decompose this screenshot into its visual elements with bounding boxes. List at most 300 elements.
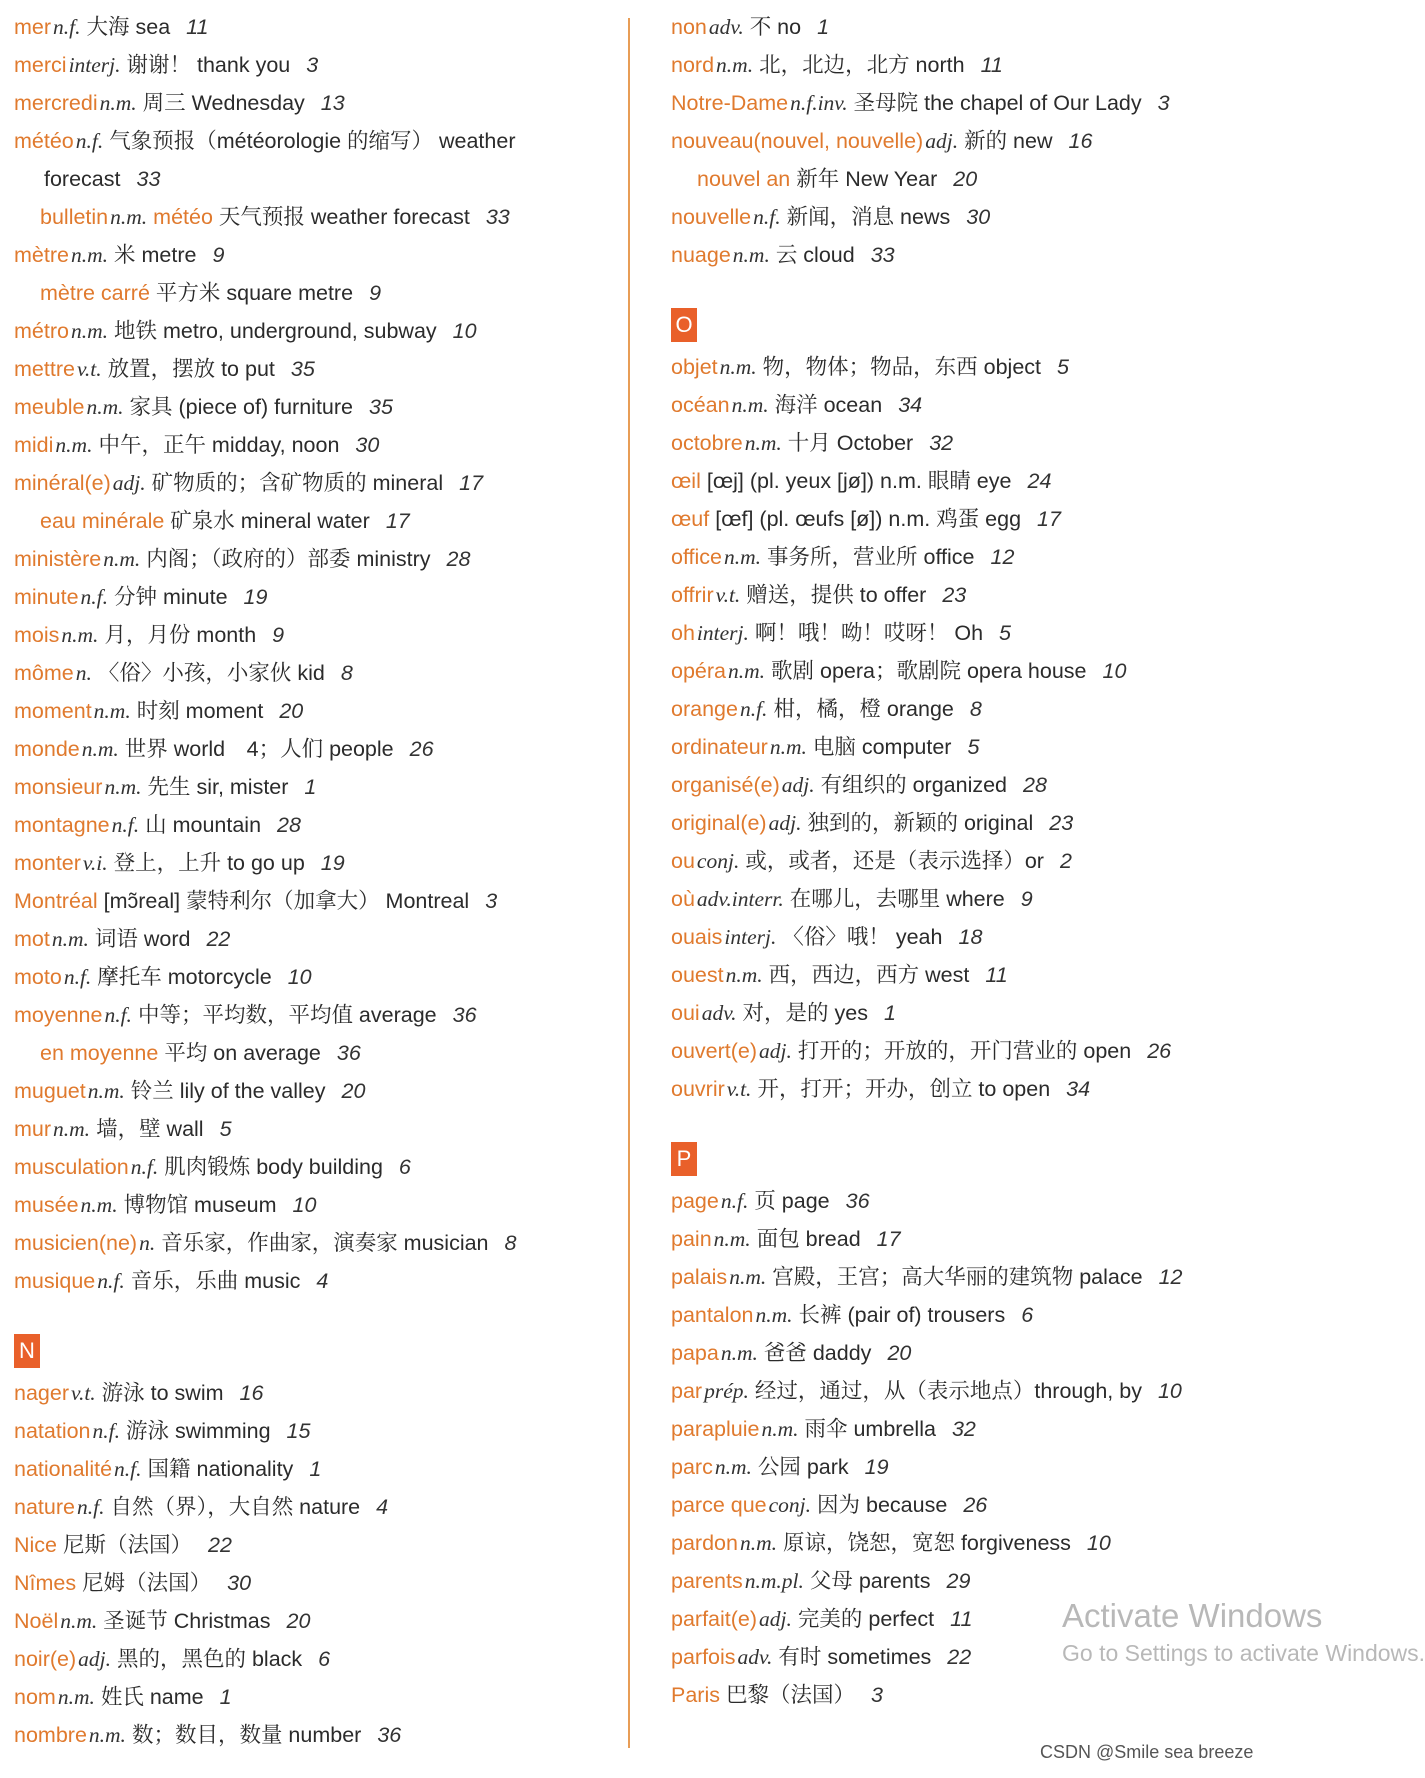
dictionary-entry (671, 1562, 1283, 1600)
definition: 面包 bread (756, 1227, 861, 1251)
definition: 父母 parents (809, 1569, 931, 1593)
page-number: 30 (966, 205, 991, 229)
part-of-speech: adj. (112, 471, 146, 495)
page-number: 1 (304, 775, 317, 799)
headword: mètre (14, 243, 69, 267)
dictionary-entry (671, 1524, 1283, 1562)
headword: nom (14, 1685, 56, 1709)
page-number: 33 (136, 167, 161, 191)
part-of-speech: n.m. (731, 393, 769, 417)
definition: 登上，上升 to go up (113, 851, 305, 875)
part-of-speech: adj. (781, 773, 815, 797)
headword: mer (14, 15, 52, 39)
page-number: 19 (243, 585, 268, 609)
part-of-speech: conj. (696, 849, 740, 873)
definition: 平方米 square metre (155, 281, 354, 305)
entries-n-right (671, 8, 1283, 274)
definition: 家具 (piece of) furniture (129, 395, 353, 419)
definition: 不 no (749, 15, 802, 39)
dictionary-entry (671, 1182, 1283, 1220)
page-number: 36 (377, 1723, 402, 1747)
page-number: 10 (1086, 1531, 1111, 1555)
definition: 黑的，黑色的 black (117, 1647, 303, 1671)
dictionary-entry (14, 1564, 614, 1602)
headword: Paris (671, 1683, 720, 1707)
page-number: 28 (277, 813, 301, 837)
headword: bulletin (40, 205, 109, 229)
definition: 音乐家，作曲家，演奏家 musician (161, 1231, 489, 1255)
part-of-speech: n.m. (725, 963, 763, 987)
dictionary-entry (671, 424, 1283, 462)
page-number: 20 (953, 167, 978, 191)
dictionary-entry (14, 1678, 614, 1716)
headword: mois (14, 623, 60, 647)
part-of-speech: n.f. (104, 1003, 132, 1027)
headword: musique (14, 1269, 96, 1293)
dictionary-entry (671, 918, 1283, 956)
page-number: 11 (985, 963, 1008, 987)
dictionary-entry (671, 386, 1283, 424)
page-number: 20 (279, 699, 304, 723)
part-of-speech: v.t. (715, 583, 741, 607)
dictionary-entry (14, 388, 614, 426)
part-of-speech: n.m. (716, 53, 754, 77)
dictionary-entry (14, 8, 614, 46)
part-of-speech: n.f. (753, 205, 781, 229)
definition: 新的 new (964, 129, 1053, 153)
part-of-speech: adv. (737, 1645, 773, 1669)
part-of-speech: adj. (78, 1647, 111, 1671)
page-number: 33 (485, 205, 510, 229)
headword: météo (14, 129, 74, 153)
page-number: 11 (950, 1607, 973, 1631)
part-of-speech: n.m. (87, 1079, 125, 1103)
part-of-speech: n.f. (63, 965, 92, 989)
part-of-speech: interj. (68, 53, 121, 77)
part-of-speech: n.m. (53, 1117, 91, 1141)
page-number: 3 (870, 1683, 883, 1707)
headword: Nîmes (14, 1571, 77, 1595)
headword: ou (671, 849, 695, 873)
headword: merci (14, 53, 67, 77)
definition: 分钟 minute (114, 585, 228, 609)
headword: musée (14, 1193, 79, 1217)
headword-secondary: météo (153, 205, 213, 229)
right-column (671, 8, 1425, 1714)
part-of-speech: n.f. (75, 129, 104, 153)
headword: ministère (14, 547, 102, 571)
entries-n-left (14, 1374, 614, 1754)
dictionary-entry (671, 690, 1283, 728)
page-number: 6 (398, 1155, 411, 1179)
definition: [mɔ̃real] 蒙特利尔（加拿大） Montreal (103, 889, 470, 913)
definition: 平均 on average (164, 1041, 321, 1065)
page-number: 6 (1021, 1303, 1034, 1327)
dictionary-entry (14, 616, 614, 654)
dictionary-entry (14, 1602, 614, 1640)
headword: parc (671, 1455, 713, 1479)
dictionary-entry (671, 652, 1283, 690)
dictionary-entry (14, 312, 614, 350)
page-number: 10 (292, 1193, 317, 1217)
dictionary-entry (14, 122, 614, 198)
dictionary-entry (14, 236, 614, 274)
dictionary-entry (14, 198, 614, 236)
part-of-speech: interj. (696, 621, 749, 645)
part-of-speech: n.m. (713, 1227, 751, 1251)
definition: 公园 park (757, 1455, 849, 1479)
dictionary-entry (14, 844, 614, 882)
part-of-speech: n.m. (80, 1193, 118, 1217)
dictionary-entry (14, 996, 614, 1034)
page-number: 10 (1102, 659, 1127, 683)
definition: 谢谢！ thank you (126, 53, 291, 77)
dictionary-entry (671, 1258, 1283, 1296)
definition: 新年 New Year (796, 167, 938, 191)
dictionary-entry (14, 958, 614, 996)
headword: pantalon (671, 1303, 754, 1327)
entries-o (671, 348, 1283, 1108)
definition: 赠送，提供 to offer (746, 583, 927, 607)
page-number: 23 (1049, 811, 1074, 835)
letter-heading-p (671, 1142, 1283, 1178)
headword: oui (671, 1001, 700, 1025)
part-of-speech: n.m. (70, 319, 108, 343)
headword: Montréal (14, 889, 98, 913)
dictionary-entry (671, 766, 1283, 804)
headword: monter (14, 851, 81, 875)
headword: nouveau(nouvel, nouvelle) (671, 129, 924, 153)
dictionary-entry (671, 1220, 1283, 1258)
page-number: 6 (318, 1647, 331, 1671)
headword: monsieur (14, 775, 103, 799)
part-of-speech: n.f. (53, 15, 81, 39)
definition: 西，西边，西方 west (768, 963, 970, 987)
headword: parfois (671, 1645, 736, 1669)
dictionary-entry (14, 654, 614, 692)
page-number: 1 (817, 15, 830, 39)
headword: Nice (14, 1533, 58, 1557)
definition: 圣诞节 Christmas (103, 1609, 271, 1633)
dictionary-entry (14, 806, 614, 844)
part-of-speech: v.t. (726, 1077, 752, 1101)
page-number: 17 (385, 509, 410, 533)
definition: 自然（界），大自然 nature (110, 1495, 361, 1519)
page-number: 8 (969, 697, 982, 721)
headword: mettre (14, 357, 75, 381)
headword: office (671, 545, 722, 569)
headword: meuble (14, 395, 85, 419)
dictionary-entry (14, 274, 614, 312)
definition: 摩托车 motorcycle (97, 965, 272, 989)
definition: 山 mountain (145, 813, 262, 837)
dictionary-entry (671, 1676, 1283, 1714)
definition: 游泳 to swim (101, 1381, 224, 1405)
headword: nord (671, 53, 715, 77)
dictionary-entry (14, 578, 614, 616)
headword: parce que (671, 1493, 767, 1517)
dictionary-entry (671, 538, 1283, 576)
headword: mur (14, 1117, 52, 1141)
part-of-speech: n.m. (732, 243, 770, 267)
headword: original(e) (671, 811, 767, 835)
dictionary-entry (671, 804, 1283, 842)
definition: 电脑 computer (812, 735, 952, 759)
dictionary-entry (14, 1262, 614, 1300)
definition: 圣母院 the chapel of Our Lady (853, 91, 1142, 115)
headword: objet (671, 355, 718, 379)
definition: 雨伞 umbrella (804, 1417, 936, 1441)
dictionary-entry (671, 1334, 1283, 1372)
definition: 世界 world 4；人们 people (124, 737, 394, 761)
headword: œil (671, 469, 701, 493)
page-number: 2 (1059, 849, 1072, 873)
page-number: 3 (1157, 91, 1170, 115)
left-column (14, 8, 614, 1754)
page-number: 1 (883, 1001, 896, 1025)
part-of-speech: n. (139, 1231, 156, 1255)
dictionary-entry (671, 728, 1283, 766)
page-number: 28 (446, 547, 471, 571)
headword: parfait(e) (671, 1607, 758, 1631)
page-number: 13 (320, 91, 345, 115)
definition: 姓氏 name (100, 1685, 204, 1709)
activation-watermark (1062, 1596, 1425, 1670)
dictionary-entry (14, 1450, 614, 1488)
page-number: 28 (1023, 773, 1047, 797)
definition: 放置，摆放 to put (107, 357, 275, 381)
headword: ouvert(e) (671, 1039, 758, 1063)
part-of-speech: n.m. (61, 623, 99, 647)
dictionary-entry (671, 1070, 1283, 1108)
letter-badge-p: P (671, 1142, 697, 1176)
definition: 音乐，乐曲 music (130, 1269, 301, 1293)
page-number: 22 (208, 1533, 232, 1557)
definition: 游泳 swimming (126, 1419, 271, 1443)
definition: 独到的，新颖的 original (807, 811, 1034, 835)
dictionary-entry (14, 1526, 614, 1564)
definition: 〈俗〉哦！ yeah (782, 925, 943, 949)
page-number: 10 (287, 965, 312, 989)
definition: 或，或者，还是（表示选择）or (745, 849, 1044, 873)
definition: 云 cloud (775, 243, 855, 267)
headword: natation (14, 1419, 91, 1443)
headword: octobre (671, 431, 743, 455)
part-of-speech: v.t. (71, 1381, 96, 1405)
headword: offrir (671, 583, 714, 607)
part-of-speech: n.m. (714, 1455, 752, 1479)
part-of-speech: n.m. (60, 1609, 98, 1633)
dictionary-entry (671, 160, 1283, 198)
headword: minute (14, 585, 79, 609)
page-number: 3 (306, 53, 319, 77)
page-number: 12 (990, 545, 1015, 569)
page-number: 36 (336, 1041, 361, 1065)
dictionary-entry (14, 730, 614, 768)
definition: 事务所，营业所 office (767, 545, 975, 569)
part-of-speech: n.m. (51, 927, 89, 951)
page-number: 20 (887, 1341, 912, 1365)
watermark-subtitle: Go to Settings to activate Windows. (1062, 1640, 1425, 1666)
dictionary-entry (14, 768, 614, 806)
column-divider (628, 18, 630, 1748)
part-of-speech: n.m. (55, 433, 93, 457)
definition: 十月 October (787, 431, 914, 455)
part-of-speech: n.f. (80, 585, 109, 609)
headword: métro (14, 319, 69, 343)
page-number: 35 (369, 395, 393, 419)
page-number: 16 (1068, 129, 1093, 153)
headword: eau minérale (40, 509, 165, 533)
page-number: 17 (876, 1227, 901, 1251)
definition: 墙，壁 wall (96, 1117, 204, 1141)
dictionary-entry (14, 920, 614, 958)
definition-continued: forecast (44, 167, 121, 191)
headword: nager (14, 1381, 69, 1405)
headword: ouest (671, 963, 724, 987)
dictionary-entry (671, 348, 1283, 386)
headword: montagne (14, 813, 110, 837)
page-number: 26 (963, 1493, 988, 1517)
dictionary-entry (671, 842, 1283, 880)
part-of-speech: n.m. (769, 735, 807, 759)
headword: opéra (671, 659, 726, 683)
part-of-speech: n.m. (93, 699, 131, 723)
dictionary-entry (14, 1186, 614, 1224)
dictionary-entry (671, 614, 1283, 652)
definition: 矿物质的；含矿物质的 mineral (151, 471, 444, 495)
dictionary-entry (671, 880, 1283, 918)
part-of-speech: adv. (708, 15, 744, 39)
headword: moto (14, 965, 62, 989)
headword: orange (671, 697, 738, 721)
headword: nuage (671, 243, 731, 267)
definition: 巴黎（法国） (725, 1683, 855, 1707)
definition: 时刻 moment (136, 699, 264, 723)
part-of-speech: n.m.pl. (744, 1569, 804, 1593)
headword: non (671, 15, 707, 39)
dictionary-entry (671, 462, 1283, 500)
part-of-speech: adj. (768, 811, 802, 835)
part-of-speech: v.i. (82, 851, 108, 875)
page-number: 1 (219, 1685, 232, 1709)
dictionary-entry (14, 464, 614, 502)
dictionary-entry (14, 46, 614, 84)
letter-heading-n (14, 1334, 614, 1370)
definition: 大海 sea (86, 15, 171, 39)
definition: 原谅，饶恕，宽恕 forgiveness (782, 1531, 1071, 1555)
headword: papa (671, 1341, 719, 1365)
definition: 内阁；（政府的）部委 ministry (146, 547, 431, 571)
dictionary-entry (671, 1296, 1283, 1334)
page-number: 20 (341, 1079, 366, 1103)
definition: 数；数目，数量 number (131, 1723, 362, 1747)
headword: nationalité (14, 1457, 113, 1481)
definition: 海洋 ocean (774, 393, 883, 417)
page-number: 15 (286, 1419, 311, 1443)
definition: 周三 Wednesday (142, 91, 305, 115)
definition: 中午，正午 midday, noon (98, 433, 340, 457)
part-of-speech: prép. (704, 1379, 749, 1403)
definition: 长裤 (pair of) trousers (798, 1303, 1006, 1327)
part-of-speech: n.f. (111, 813, 140, 837)
part-of-speech: n.m. (70, 243, 108, 267)
dictionary-entry (14, 1034, 614, 1072)
page-number: 19 (320, 851, 345, 875)
page-number: 5 (219, 1117, 232, 1141)
dictionary-entry (671, 1486, 1283, 1524)
dictionary-entry (14, 1412, 614, 1450)
part-of-speech: n.f. (720, 1189, 749, 1213)
headword: nouvelle (671, 205, 752, 229)
dictionary-entry (14, 502, 614, 540)
dictionary-entry (14, 692, 614, 730)
page-number: 22 (206, 927, 231, 951)
part-of-speech: n.m. (744, 431, 782, 455)
definition: 打开的；开放的，开门营业的 open (797, 1039, 1132, 1063)
part-of-speech: n.m. (110, 205, 148, 229)
definition: 月，月份 month (104, 623, 257, 647)
definition: 米 metre (114, 243, 197, 267)
headword: palais (671, 1265, 728, 1289)
page-number: 10 (1157, 1379, 1182, 1403)
dictionary-entry (14, 540, 614, 578)
dictionary-entry (671, 1448, 1283, 1486)
definition: 矿泉水 mineral water (170, 509, 370, 533)
part-of-speech: adj. (925, 129, 959, 153)
part-of-speech: v.t. (76, 357, 102, 381)
part-of-speech: n.m. (88, 1723, 126, 1747)
credit-text: CSDN @Smile sea breeze (1040, 1742, 1254, 1762)
headword: moment (14, 699, 92, 723)
dictionary-entry (14, 1374, 614, 1412)
definition: 气象预报（météorologie 的缩写） weather (109, 129, 516, 153)
page-number: 5 (999, 621, 1012, 645)
headword: où (671, 887, 695, 911)
page-number: 20 (286, 1609, 311, 1633)
headword: muguet (14, 1079, 86, 1103)
dictionary-entry (14, 84, 614, 122)
definition: 宫殿，王宫；高大华丽的建筑物 palace (772, 1265, 1143, 1289)
headword: nouvel an (697, 167, 791, 191)
page-number: 30 (227, 1571, 252, 1595)
part-of-speech: n.f. (76, 1495, 105, 1519)
definition: [œf] (pl. œufs [ø]) n.m. 鸡蛋 egg (715, 507, 1022, 531)
definition: 完美的 perfect (797, 1607, 935, 1631)
definition: 中等；平均数，平均值 average (137, 1003, 437, 1027)
page-number: 1 (309, 1457, 322, 1481)
headword: mètre carré (40, 281, 150, 305)
dictionary-entry (671, 84, 1283, 122)
headword: parapluie (671, 1417, 760, 1441)
definition: 歌剧 opera；歌剧院 opera house (771, 659, 1087, 683)
part-of-speech: n.m. (81, 737, 119, 761)
definition: [œj] (pl. yeux [jø]) n.m. 眼睛 eye (706, 469, 1012, 493)
letter-badge-n: N (14, 1334, 40, 1368)
part-of-speech: n.m. (57, 1685, 95, 1709)
definition: 有组织的 organized (820, 773, 1008, 797)
dictionary-entry (14, 1148, 614, 1186)
headword: Noël (14, 1609, 59, 1633)
headword: oh (671, 621, 695, 645)
page-number: 16 (239, 1381, 264, 1405)
dictionary-entry (14, 350, 614, 388)
page-number: 8 (340, 661, 353, 685)
definition: 天气预报 weather forecast (218, 205, 470, 229)
dictionary-entry (14, 426, 614, 464)
dictionary-entry (14, 1716, 614, 1754)
headword: œuf (671, 507, 710, 531)
